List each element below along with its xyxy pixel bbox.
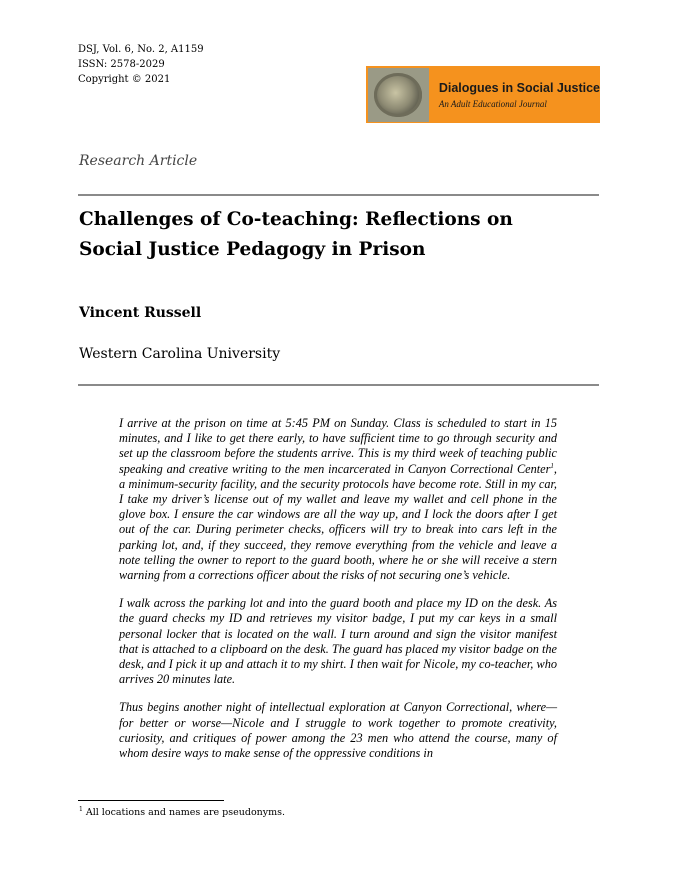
copyright: Copyright © 2021 [78,74,171,85]
author-affiliation: Western Carolina University [79,346,281,362]
journal-logo [366,66,600,123]
citation: DSJ, Vol. 6, No. 2, A1159 [78,44,204,55]
header-divider [78,194,599,196]
paragraph-3: Thus begins another night of intellectual exploration at Canyon Correctional, where—for better or worse—Nicole and I struggle to work together to promote creativity, curiosity, and critiques of power among the 23 men who attend the course, many of whom desire ways to make sense of the oppressive conditions in [119,700,557,761]
journal-subtitle: An Adult Educational Journal [438,98,547,109]
issn: ISSN: 2578-2029 [78,59,165,70]
paragraph-1: I arrive at the prison on time at 5:45 PM on Sunday. Class is scheduled to start in 15 minutes, and I like to get there early, to have sufficient time to go through security and set up the classroom before the students arrive. This is my third week of teaching public speaking and creative writing to the men incarcerated in Canyon Correctional Center$^1$, a minimum-security facility, and the security protocols have become rote. Still in my car, I take my driver’s license out of my wallet and leave my wallet and cell phone in the glove box. I ensure the car windows are all the way up, and I lock the doors after I get out of the car. During perimeter checks, officers will try to break into cars left in the parking lot, and, if they succeed, they remove everything from the vehicle and leave a note telling the owner to report to the guard booth, where he or she will receive a stern warning from a corrections officer about the risks of not securing one’s vehicle. [119,416,557,583]
footnote [79,806,285,818]
article-title: Challenges of Co-teaching: Reflections on Social Justice Pedagogy in Prison [79,209,513,260]
footnote-marker: 1 [79,806,83,813]
author-name: Vincent Russell [79,305,202,321]
journal-seal-icon [368,68,429,122]
journal-name: Dialogues in Social Justice [438,80,600,95]
footnote-reference[interactable]: 1 [550,461,554,470]
article-type: Research Article [79,153,198,169]
footnote-text: All locations and names are pseudonyms. [82,807,286,819]
article-body [119,416,557,774]
journal-metadata [78,42,204,87]
title-divider [78,384,599,386]
paragraph-2: I walk across the parking lot and into the guard booth and place my ID on the desk. As the guard checks my ID and retrieves my visitor badge, I put my car keys in a small personal locker that is located on the wall. I turn around and sign the visitor manifest that is attached to a clipboard on the desk. The guard has placed my visitor badge on the desk, and I pick it up and attach it to my shirt. I then wait for Nicole, my co-teacher, who arrives 20 minutes late. [119,596,557,687]
footnote-divider [78,800,224,801]
